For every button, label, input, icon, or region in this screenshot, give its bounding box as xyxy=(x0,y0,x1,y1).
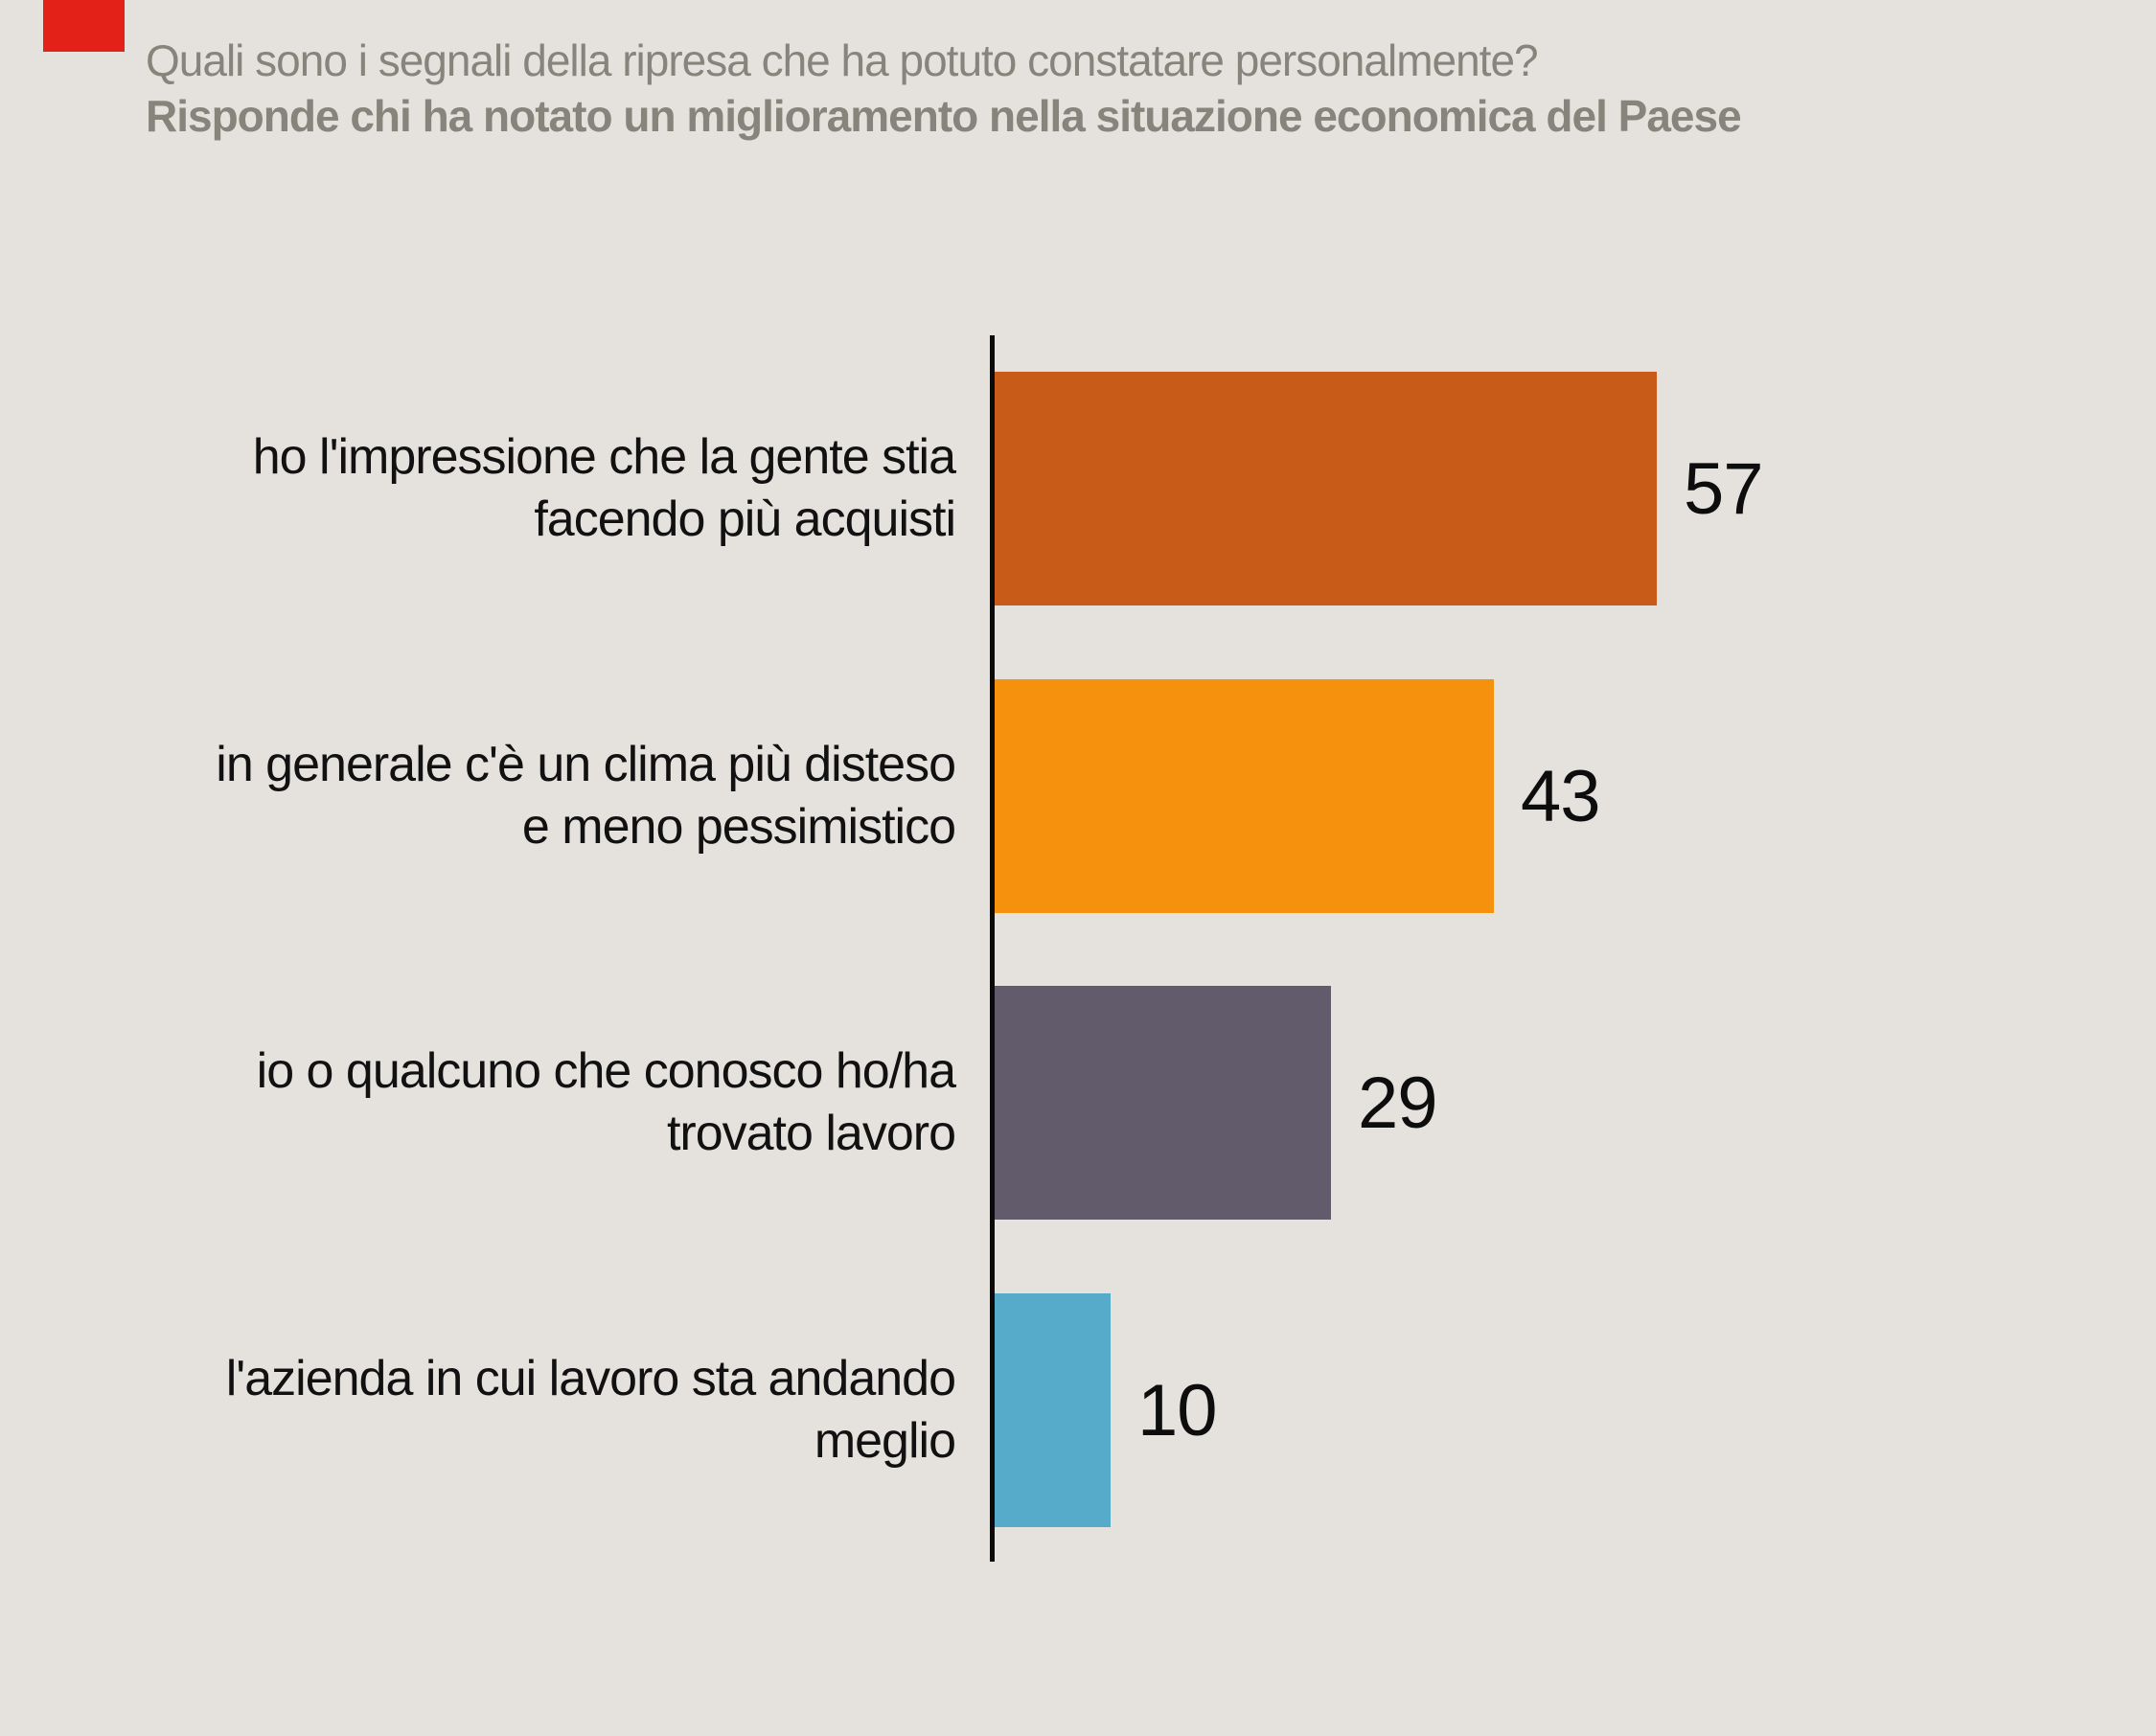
red-corner-mark xyxy=(43,0,125,52)
bar-value-label: 43 xyxy=(1521,755,1600,837)
bar-segment xyxy=(995,1293,1111,1527)
chart-title-block xyxy=(146,33,1741,144)
category-label xyxy=(96,679,955,913)
bar-segment xyxy=(995,986,1331,1220)
category-label-line: ho l'impressione che la gente stia xyxy=(252,429,955,485)
bar-value-label: 57 xyxy=(1684,447,1763,530)
bar-segment xyxy=(995,679,1494,913)
bar-segment xyxy=(995,372,1657,605)
chart-question-title: Quali sono i segnali della ripresa che ha potuto constatare personalmente? xyxy=(146,35,1538,85)
bar-value-label: 29 xyxy=(1358,1062,1437,1144)
chart-subtitle: Risponde chi ha notato un miglioramento nella situazione economica del Paese xyxy=(146,91,1741,141)
category-label-line: trovato lavoro xyxy=(666,1106,955,1161)
category-label-line: meglio xyxy=(814,1413,955,1469)
bar-value-label: 10 xyxy=(1137,1369,1217,1451)
category-label-line: in generale c'è un clima più disteso xyxy=(216,737,955,792)
category-label xyxy=(96,986,955,1220)
category-label-line: facendo più acquisti xyxy=(534,491,955,547)
category-label-line: e meno pessimistico xyxy=(521,799,955,855)
category-label-line: l'azienda in cui lavoro sta andando xyxy=(225,1351,955,1406)
category-label-line: io o qualcuno che conosco ho/ha xyxy=(256,1043,955,1099)
category-label xyxy=(96,372,955,605)
category-label xyxy=(96,1293,955,1527)
